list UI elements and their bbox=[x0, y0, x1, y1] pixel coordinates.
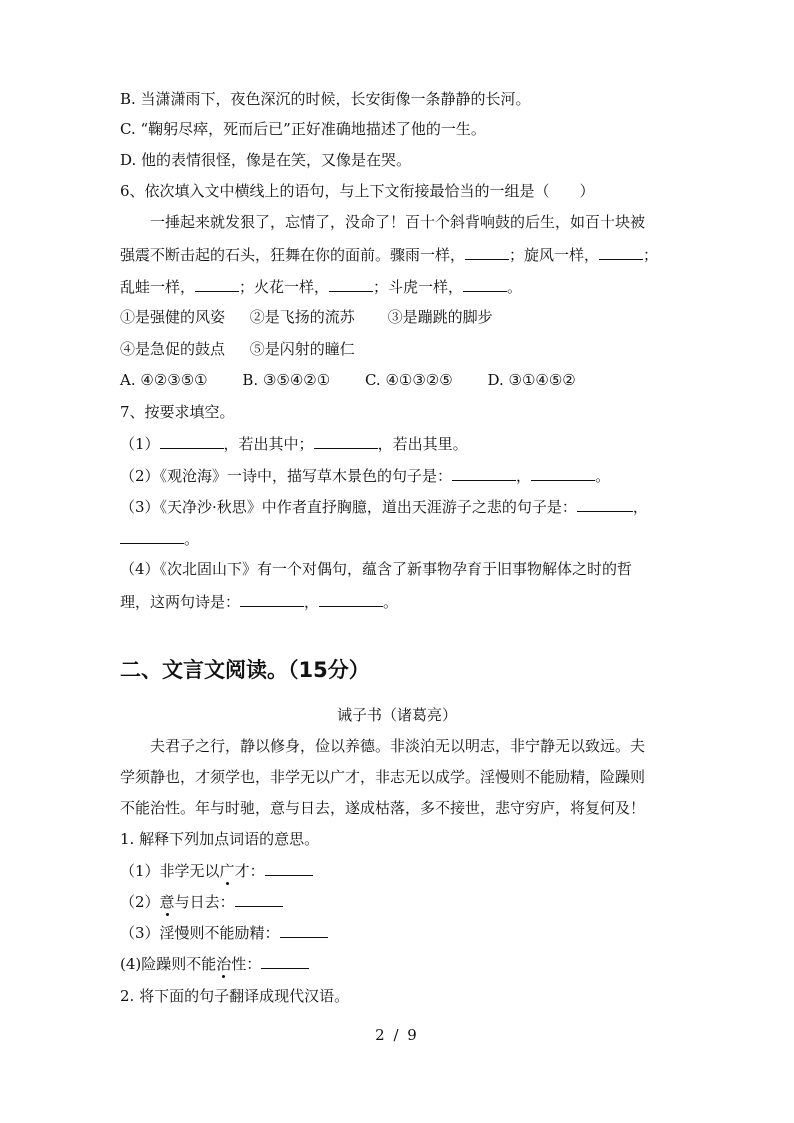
q7-item-3: （3）《天净沙·秋思》中作者直抒胸臆，道出天涯游子之悲的句子是： ， bbox=[120, 498, 648, 516]
q7-item-4: （4）《次北固山下》有一个对偶句，蕴含了新事物孕育于旧事物解体之时的哲 bbox=[120, 560, 633, 578]
blank[interactable] bbox=[235, 891, 283, 907]
sub-item-3: （3）淫慢则不能励精： bbox=[120, 922, 328, 943]
blank[interactable] bbox=[265, 860, 313, 876]
blank[interactable] bbox=[314, 433, 378, 449]
blank[interactable] bbox=[261, 953, 309, 969]
section-heading: 二、文言文阅读。（15分） bbox=[120, 658, 370, 682]
q6-items-row-1: ①是强健的风姿 ②是飞扬的流苏 ③是蹦跳的脚步 bbox=[120, 308, 493, 326]
passage-line-3: 不能治性。年与时驰，意与日去，遂成枯落，多不接世，悲守穷庐，将复何及！ bbox=[120, 799, 646, 817]
sub-question-2: 2. 将下面的句子翻译成现代汉语。 bbox=[120, 987, 350, 1005]
blank[interactable] bbox=[452, 465, 516, 481]
blank[interactable] bbox=[319, 591, 383, 607]
blank[interactable] bbox=[531, 465, 595, 481]
q6-items-row-2: ④是急促的鼓点 ⑤是闪射的瞳仁 bbox=[120, 340, 355, 358]
blank[interactable] bbox=[120, 528, 184, 544]
q7-item-2: （2）《观沧海》一诗中，描写草木景色的句子是： ， 。 bbox=[120, 467, 611, 485]
q6-passage-line-3: 乱蛙一样， ；火花一样， ；斗虎一样， 。 bbox=[120, 278, 523, 296]
q7-item-3-cont: 。 bbox=[120, 528, 199, 549]
passage-title: 诫子书（诸葛亮） bbox=[336, 706, 457, 724]
blank[interactable] bbox=[599, 244, 643, 260]
blank[interactable] bbox=[577, 496, 633, 512]
q7-item-4-cont: 理，这两句诗是： ， 。 bbox=[120, 593, 399, 611]
blank[interactable] bbox=[195, 276, 239, 292]
blank[interactable] bbox=[463, 276, 507, 292]
page-number: 2 / 9 bbox=[375, 1026, 419, 1044]
question-6-stem: 6、依次填入文中横线上的语句，与上下文衔接最恰当的一组是（ ） bbox=[120, 182, 595, 200]
dotted-word: 意 bbox=[159, 893, 175, 911]
blank[interactable] bbox=[329, 276, 373, 292]
q7-item-1: （1） ，若出其中； ，若出其里。 bbox=[120, 435, 468, 453]
option-b: B. 当潇潇雨下，夜色深沉的时候，长安街像一条静静的长河。 bbox=[120, 90, 531, 108]
option-c: C. “鞠躬尽瘁，死而后已”正好准确地描述了他的一生。 bbox=[120, 120, 486, 138]
blank[interactable] bbox=[160, 433, 224, 449]
option-d: D. 他的表情很怪，像是在笑，又像是在哭。 bbox=[120, 151, 412, 169]
blank[interactable] bbox=[240, 591, 304, 607]
blank[interactable] bbox=[465, 244, 509, 260]
question-7-stem: 7、按要求填空。 bbox=[120, 403, 235, 421]
q6-passage-line-2: 强震不断击起的石头，狂舞在你的面前。骤雨一样， ；旋风一样， ； bbox=[120, 246, 659, 264]
dotted-word: 治 bbox=[216, 955, 232, 973]
q6-choices: A. ④②③⑤① B. ③⑤④②① C. ④①③②⑤ D. ③①④⑤② bbox=[120, 371, 576, 389]
blank[interactable] bbox=[280, 922, 328, 938]
passage-line-2: 学须静也，才须学也，非学无以广才，非志无以成学。淫慢则不能励精，险躁则 bbox=[120, 768, 646, 786]
q6-passage-line-1: 一捶起来就发狠了，忘情了，没命了！百十个斜背响鼓的后生，如百十块被 bbox=[150, 213, 646, 231]
sub-question-1: 1. 解释下列加点词语的意思。 bbox=[120, 830, 320, 848]
sub-item-4: (4)险躁则不能治性： bbox=[120, 953, 309, 974]
sub-item-2: （2）意与日去： bbox=[120, 891, 283, 912]
passage-line-1: 夫君子之行，静以修身，俭以养德。非淡泊无以明志，非宁静无以致远。夫 bbox=[150, 737, 646, 755]
dotted-word: 广 bbox=[219, 862, 235, 880]
sub-item-1: （1）非学无以广才： bbox=[120, 860, 313, 881]
